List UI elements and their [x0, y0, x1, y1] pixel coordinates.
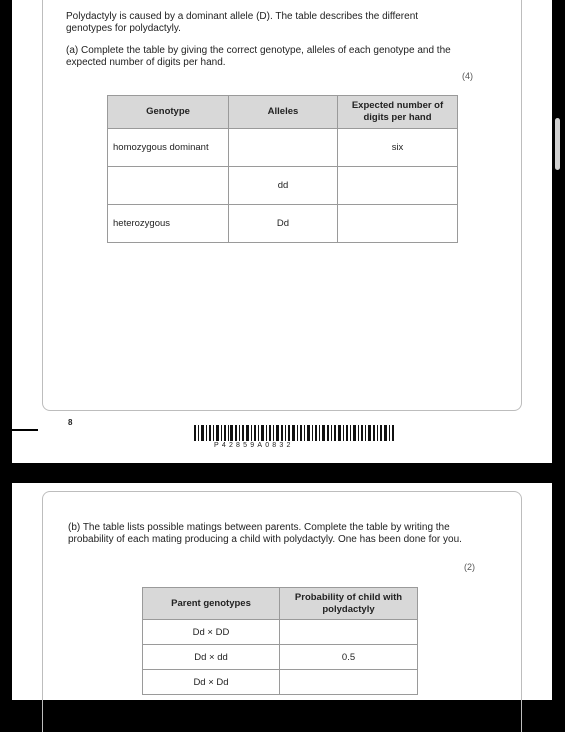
- table-row: [143, 620, 418, 645]
- parent-genotypes-cell: Dd × Dd: [143, 670, 280, 695]
- probability-cell[interactable]: 0.5: [280, 645, 418, 670]
- probability-cell[interactable]: [280, 670, 418, 695]
- genotype-table: [107, 95, 458, 243]
- barcode-graphic: [194, 425, 394, 441]
- table-row: [143, 645, 418, 670]
- probability-cell[interactable]: [280, 620, 418, 645]
- table-row: [108, 129, 458, 167]
- header-probability: Probability of child with polydactyly: [280, 588, 418, 620]
- barcode-text: P42859A0832: [214, 442, 294, 449]
- alleles-cell[interactable]: dd: [229, 167, 338, 205]
- table-row: [108, 167, 458, 205]
- digits-cell[interactable]: six: [338, 129, 458, 167]
- part-a-question: (a) Complete the table by giving the correct genotype, alleles of each genotype and the expected number of digits per hand.: [66, 45, 451, 68]
- table-row: [108, 205, 458, 243]
- alleles-cell[interactable]: Dd: [229, 205, 338, 243]
- alleles-cell[interactable]: [229, 129, 338, 167]
- exam-page-bottom: [12, 483, 552, 700]
- part-b-marks: (2): [464, 562, 475, 572]
- digits-cell[interactable]: [338, 205, 458, 243]
- exam-page-top: [12, 0, 552, 463]
- scrollbar-thumb[interactable]: [555, 118, 560, 170]
- parent-genotypes-cell: Dd × DD: [143, 620, 280, 645]
- genotype-table-header: [108, 96, 458, 129]
- genotype-cell[interactable]: [108, 167, 229, 205]
- genotype-cell[interactable]: homozygous dominant: [108, 129, 229, 167]
- matings-table: [142, 587, 418, 695]
- matings-table-header: [143, 588, 418, 620]
- table-row: [143, 670, 418, 695]
- digits-cell[interactable]: [338, 167, 458, 205]
- header-alleles: Alleles: [229, 96, 338, 129]
- genotype-cell[interactable]: heterozygous: [108, 205, 229, 243]
- page-edge-marker-left: [12, 429, 38, 431]
- page-number: 8: [68, 418, 73, 427]
- intro-text: Polydactyly is caused by a dominant allele (D). The table describes the different genotypes for polydactyly.: [66, 11, 419, 34]
- part-a-marks: (4): [462, 71, 473, 81]
- parent-genotypes-cell: Dd × dd: [143, 645, 280, 670]
- header-expected-digits: Expected number of digits per hand: [338, 96, 458, 129]
- header-genotype: Genotype: [108, 96, 229, 129]
- header-parent-genotypes: Parent genotypes: [143, 588, 280, 620]
- part-b-question: (b) The table lists possible matings between parents. Complete the table by writing the probability of each mating producing a child with polydactyly. One has been done for you.: [68, 522, 462, 545]
